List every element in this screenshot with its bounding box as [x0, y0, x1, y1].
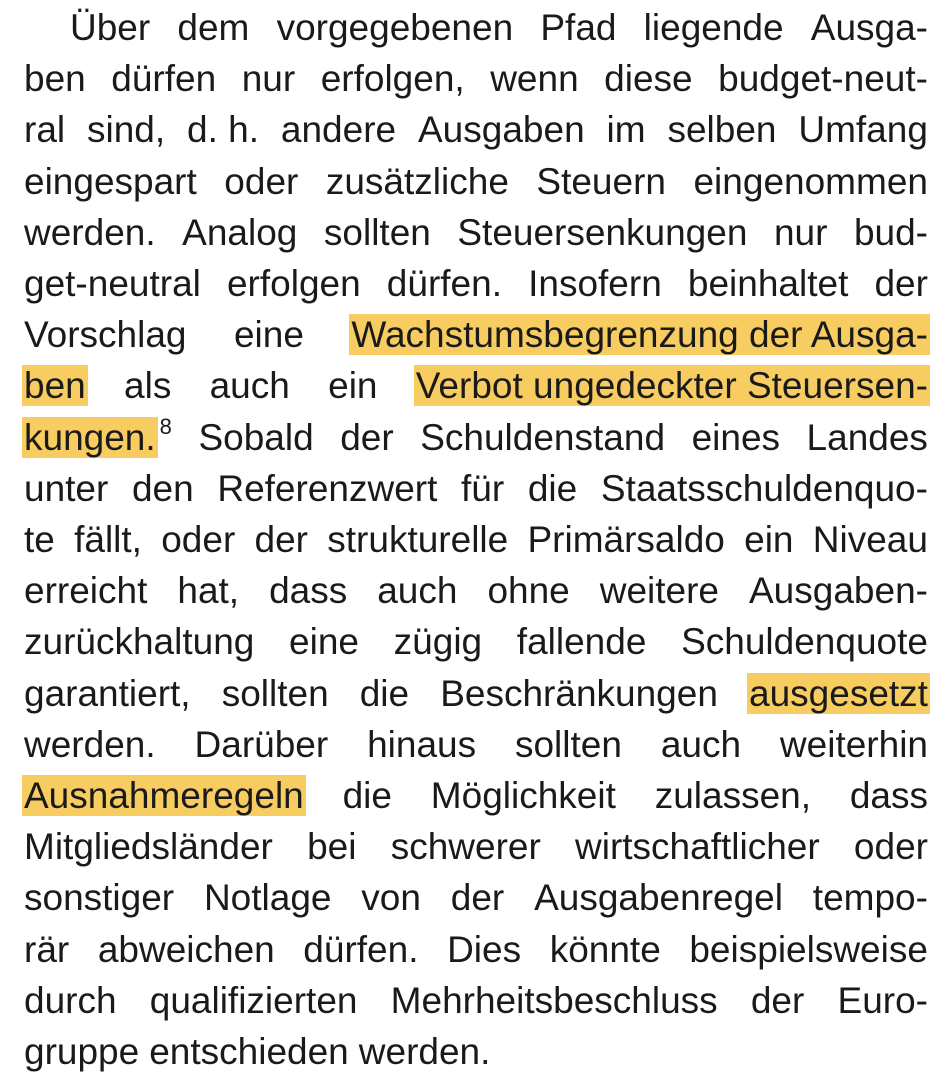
word — [326, 156, 509, 208]
word — [550, 924, 661, 976]
word-text: Referenzwert — [217, 467, 438, 509]
word-text: Beschränkungen — [440, 672, 718, 714]
word-text: Insofern — [528, 263, 662, 304]
text-line — [24, 360, 928, 412]
word — [24, 463, 108, 515]
word — [607, 104, 646, 156]
word — [24, 1026, 139, 1078]
word-text: diese — [604, 58, 693, 100]
word — [307, 821, 356, 873]
word — [744, 514, 793, 566]
highlight-span: Wachstumsbegrenzung der Ausga- — [351, 314, 928, 356]
word — [24, 975, 117, 1027]
word — [303, 924, 418, 976]
word-text: ein — [328, 365, 378, 407]
word-text: Möglichkeit — [430, 775, 616, 816]
word — [340, 412, 393, 464]
word-text: könnte — [549, 928, 661, 970]
word — [24, 258, 201, 310]
word-text: zügig — [393, 621, 483, 663]
word — [527, 514, 724, 566]
word-text: eine — [289, 621, 359, 663]
word-text: der — [874, 263, 928, 304]
word-text: die — [527, 467, 578, 509]
word-text: sonstiger — [24, 877, 175, 919]
text-line — [24, 207, 928, 259]
word-text: zusätzliche — [325, 160, 509, 202]
word — [813, 514, 928, 566]
word — [195, 719, 329, 771]
word — [601, 463, 928, 515]
word-text: hinaus — [367, 723, 477, 765]
highlighted-text — [416, 360, 928, 412]
word-text: erreicht — [24, 570, 148, 612]
word-text: auch — [660, 723, 742, 765]
word — [24, 924, 69, 976]
word — [681, 616, 928, 668]
word-text: entschieden — [149, 1031, 349, 1072]
word — [854, 821, 928, 873]
word-text: die — [342, 775, 392, 816]
word — [217, 463, 437, 515]
word-text: sollten — [221, 672, 329, 714]
word — [813, 872, 928, 924]
word-text: oder — [161, 519, 236, 560]
word-text: Über — [70, 7, 151, 48]
word — [161, 514, 235, 566]
word-text: oder — [224, 160, 299, 202]
word — [98, 924, 275, 976]
word-text: Mehrheitsbeschluss — [390, 979, 718, 1021]
word-text: für — [461, 467, 505, 509]
word — [811, 2, 928, 54]
text-line — [24, 104, 928, 156]
word — [487, 565, 569, 617]
word-text: werden. — [24, 723, 156, 765]
word-text: Landes — [806, 416, 928, 458]
word — [150, 975, 358, 1027]
word-text: Ausgaben- — [749, 570, 928, 612]
word — [874, 258, 927, 310]
word — [490, 53, 578, 105]
word-text: werden. — [358, 1031, 491, 1072]
word-text: Vorschlag — [24, 314, 187, 356]
word-text: Ausgabenregel — [534, 877, 783, 919]
highlight-span: Verbot ungedeckter Steuersen- — [415, 365, 928, 407]
text-line — [24, 565, 928, 617]
word-text: dürfen — [111, 58, 217, 100]
text-line — [24, 156, 928, 208]
word — [234, 309, 304, 361]
word — [540, 2, 616, 54]
word-text: bud- — [853, 211, 928, 253]
word — [604, 53, 692, 105]
word-text: abweichen — [97, 928, 275, 970]
word-text: eine — [233, 314, 304, 356]
word-text: den — [131, 467, 194, 509]
word-text: von — [361, 877, 421, 919]
highlight-span: Ausnahmeregeln — [24, 775, 304, 816]
text-line — [24, 668, 928, 720]
word — [854, 207, 928, 259]
word-text: Darüber — [194, 723, 329, 765]
word-text: garantiert, — [24, 672, 191, 714]
highlight-span: kungen. — [24, 416, 156, 458]
word-text: ohne — [487, 570, 570, 612]
word-text: werden. — [24, 211, 156, 253]
word — [204, 872, 332, 924]
word-text: erfolgen, — [320, 58, 465, 100]
word — [242, 53, 295, 105]
word-text: sind, — [87, 109, 166, 151]
word — [440, 668, 718, 720]
word-text: Steuern — [536, 160, 666, 202]
word — [644, 2, 784, 54]
text-line — [24, 53, 928, 105]
word — [534, 872, 783, 924]
word — [222, 668, 329, 720]
word — [359, 1026, 491, 1078]
word — [391, 821, 541, 873]
word-text: andere — [280, 109, 397, 151]
word-text: auch — [209, 365, 290, 407]
word — [24, 821, 273, 873]
text-line — [24, 924, 928, 976]
word-text: wirtschaftlicher — [575, 826, 820, 868]
word — [87, 104, 165, 156]
text-line — [24, 975, 928, 1027]
word — [277, 2, 514, 54]
highlighted-text — [351, 309, 928, 361]
word-text: fällt, — [74, 519, 142, 560]
word — [457, 207, 747, 259]
word-text: erfolgen — [226, 263, 361, 304]
word-text: Staatsschuldenquo- — [600, 467, 928, 509]
word — [210, 360, 290, 412]
word-text: dass — [849, 775, 928, 816]
text-line — [24, 872, 928, 924]
word — [24, 156, 197, 208]
word-text: zulassen, — [654, 775, 812, 816]
word — [224, 156, 298, 208]
word — [387, 258, 502, 310]
word — [24, 565, 147, 617]
highlighted-text — [24, 360, 86, 412]
word-text: budget-neut- — [718, 58, 928, 100]
word-text: dürfen. — [386, 263, 502, 304]
word-text: hat, — [177, 570, 240, 612]
word-text: liegende — [643, 7, 784, 48]
word-text: strukturelle — [327, 519, 509, 560]
word — [255, 514, 308, 566]
word — [24, 53, 86, 105]
word-text: als — [124, 365, 172, 407]
word — [689, 924, 928, 976]
word-text: Schuldenquote — [681, 621, 928, 663]
word — [807, 412, 928, 464]
word-text: Sobald — [198, 416, 314, 458]
word — [661, 719, 741, 771]
word — [321, 53, 465, 105]
word — [324, 207, 431, 259]
word — [394, 616, 482, 668]
word-text: im — [606, 109, 646, 151]
word — [149, 1026, 349, 1078]
word — [780, 719, 928, 771]
word — [418, 104, 585, 156]
word-text: Mitgliedsländer — [24, 826, 273, 868]
word-text: eingenommen — [693, 160, 928, 202]
word-text: zurückhaltung — [24, 621, 255, 663]
word-text: ben — [24, 58, 86, 100]
footnote-marker[interactable]: 8 — [159, 413, 172, 439]
text-line — [24, 2, 928, 54]
word — [327, 514, 508, 566]
word — [328, 360, 377, 412]
word — [132, 463, 194, 515]
word — [367, 719, 476, 771]
word-text: qualifizierten — [149, 979, 358, 1021]
text-line — [24, 719, 928, 771]
word — [24, 207, 156, 259]
word — [74, 514, 142, 566]
word — [420, 412, 665, 464]
word-text: Umfang — [798, 109, 928, 151]
word-text: Ausgaben — [418, 109, 585, 151]
word-text: ein — [744, 519, 794, 560]
word — [517, 616, 647, 668]
word — [360, 668, 409, 720]
word-text: der — [254, 519, 309, 560]
text-line — [24, 616, 928, 668]
word-text: fallende — [516, 621, 647, 663]
word-text: schwerer — [390, 826, 541, 868]
word — [575, 821, 820, 873]
word — [124, 360, 171, 412]
word — [536, 156, 666, 208]
word-text: der — [750, 979, 805, 1021]
word-text: weiterhin — [779, 723, 928, 765]
word — [361, 872, 421, 924]
word — [198, 412, 313, 464]
word-text: der — [340, 416, 394, 458]
word-text: vorgegebenen — [276, 7, 514, 48]
word — [70, 2, 150, 54]
word-text: dass — [269, 570, 348, 612]
text-line — [24, 1026, 928, 1078]
word-text: ral — [24, 109, 66, 151]
word — [528, 258, 662, 310]
word — [182, 207, 297, 259]
highlight-span: ben — [24, 365, 86, 407]
word — [774, 207, 827, 259]
word-text: rär — [24, 928, 70, 970]
word — [798, 104, 928, 156]
word-text: Pfad — [540, 7, 617, 48]
word — [718, 53, 928, 105]
word-text: Niveau — [812, 519, 928, 560]
word-text: nur — [241, 58, 296, 100]
word-text: bei — [307, 826, 357, 868]
word — [431, 770, 616, 822]
word — [24, 719, 156, 771]
word-text: sollten — [514, 723, 622, 765]
word-text: Dies — [447, 928, 522, 970]
word-text: die — [359, 672, 410, 714]
word — [838, 975, 928, 1027]
word-text: tempo- — [812, 877, 928, 919]
word-text: wenn — [490, 58, 579, 100]
word — [177, 565, 239, 617]
word-text: Analog — [182, 211, 298, 253]
word — [528, 463, 577, 515]
word — [24, 668, 191, 720]
word — [289, 616, 359, 668]
word-text: gruppe — [24, 1031, 140, 1072]
word-text: oder — [853, 826, 928, 868]
word — [692, 412, 780, 464]
word-text: Schuldenstand — [420, 416, 666, 458]
word — [343, 770, 392, 822]
word — [269, 565, 347, 617]
word — [377, 565, 457, 617]
word — [600, 565, 719, 617]
highlighted-text — [24, 770, 304, 822]
highlighted-text — [24, 412, 172, 469]
word-text: auch — [377, 570, 458, 612]
word — [688, 258, 848, 310]
word — [227, 258, 361, 310]
highlight-span: ausgesetzt — [749, 672, 928, 714]
word — [447, 924, 521, 976]
word — [187, 104, 259, 156]
word-text: Euro- — [837, 979, 928, 1021]
word — [451, 872, 504, 924]
word-text: sollten — [323, 211, 431, 253]
word — [24, 616, 254, 668]
word — [667, 104, 776, 156]
word — [24, 309, 187, 361]
word-text: te — [24, 519, 55, 560]
word-text: durch — [24, 979, 117, 1021]
word-text: get-neutral — [24, 263, 201, 304]
word-text: unter — [24, 467, 109, 509]
word-text: selben — [667, 109, 777, 151]
word-text: der — [450, 877, 505, 919]
word — [850, 770, 928, 822]
word-text: dem — [177, 7, 250, 48]
word — [749, 565, 928, 617]
text-line — [24, 514, 928, 566]
word — [177, 2, 249, 54]
word — [24, 872, 174, 924]
word-text: Ausga- — [810, 7, 928, 48]
word — [515, 719, 622, 771]
word-text: eingespart — [24, 160, 197, 202]
word-text: d. h. — [187, 109, 260, 151]
word-text: eines — [691, 416, 781, 458]
text-line — [24, 770, 928, 822]
text-line — [24, 412, 928, 464]
highlighted-text — [749, 668, 928, 720]
text-line — [24, 258, 928, 310]
word — [461, 463, 504, 515]
word — [24, 514, 55, 566]
word — [693, 156, 927, 208]
text-line — [24, 463, 928, 515]
word-text: Primärsaldo — [527, 519, 725, 560]
word-text: nur — [773, 211, 828, 253]
word-text: Steuersenkungen — [457, 211, 748, 253]
word-text: beinhaltet — [687, 263, 849, 304]
word — [111, 53, 216, 105]
word-text: dürfen. — [303, 928, 419, 970]
word-text: weitere — [599, 570, 720, 612]
word — [391, 975, 718, 1027]
word — [655, 770, 811, 822]
word-text: Notlage — [203, 877, 332, 919]
text-line — [24, 821, 928, 873]
word-text: beispielsweise — [689, 928, 928, 970]
word — [24, 104, 65, 156]
text-line — [24, 309, 928, 361]
word — [281, 104, 396, 156]
word — [751, 975, 804, 1027]
